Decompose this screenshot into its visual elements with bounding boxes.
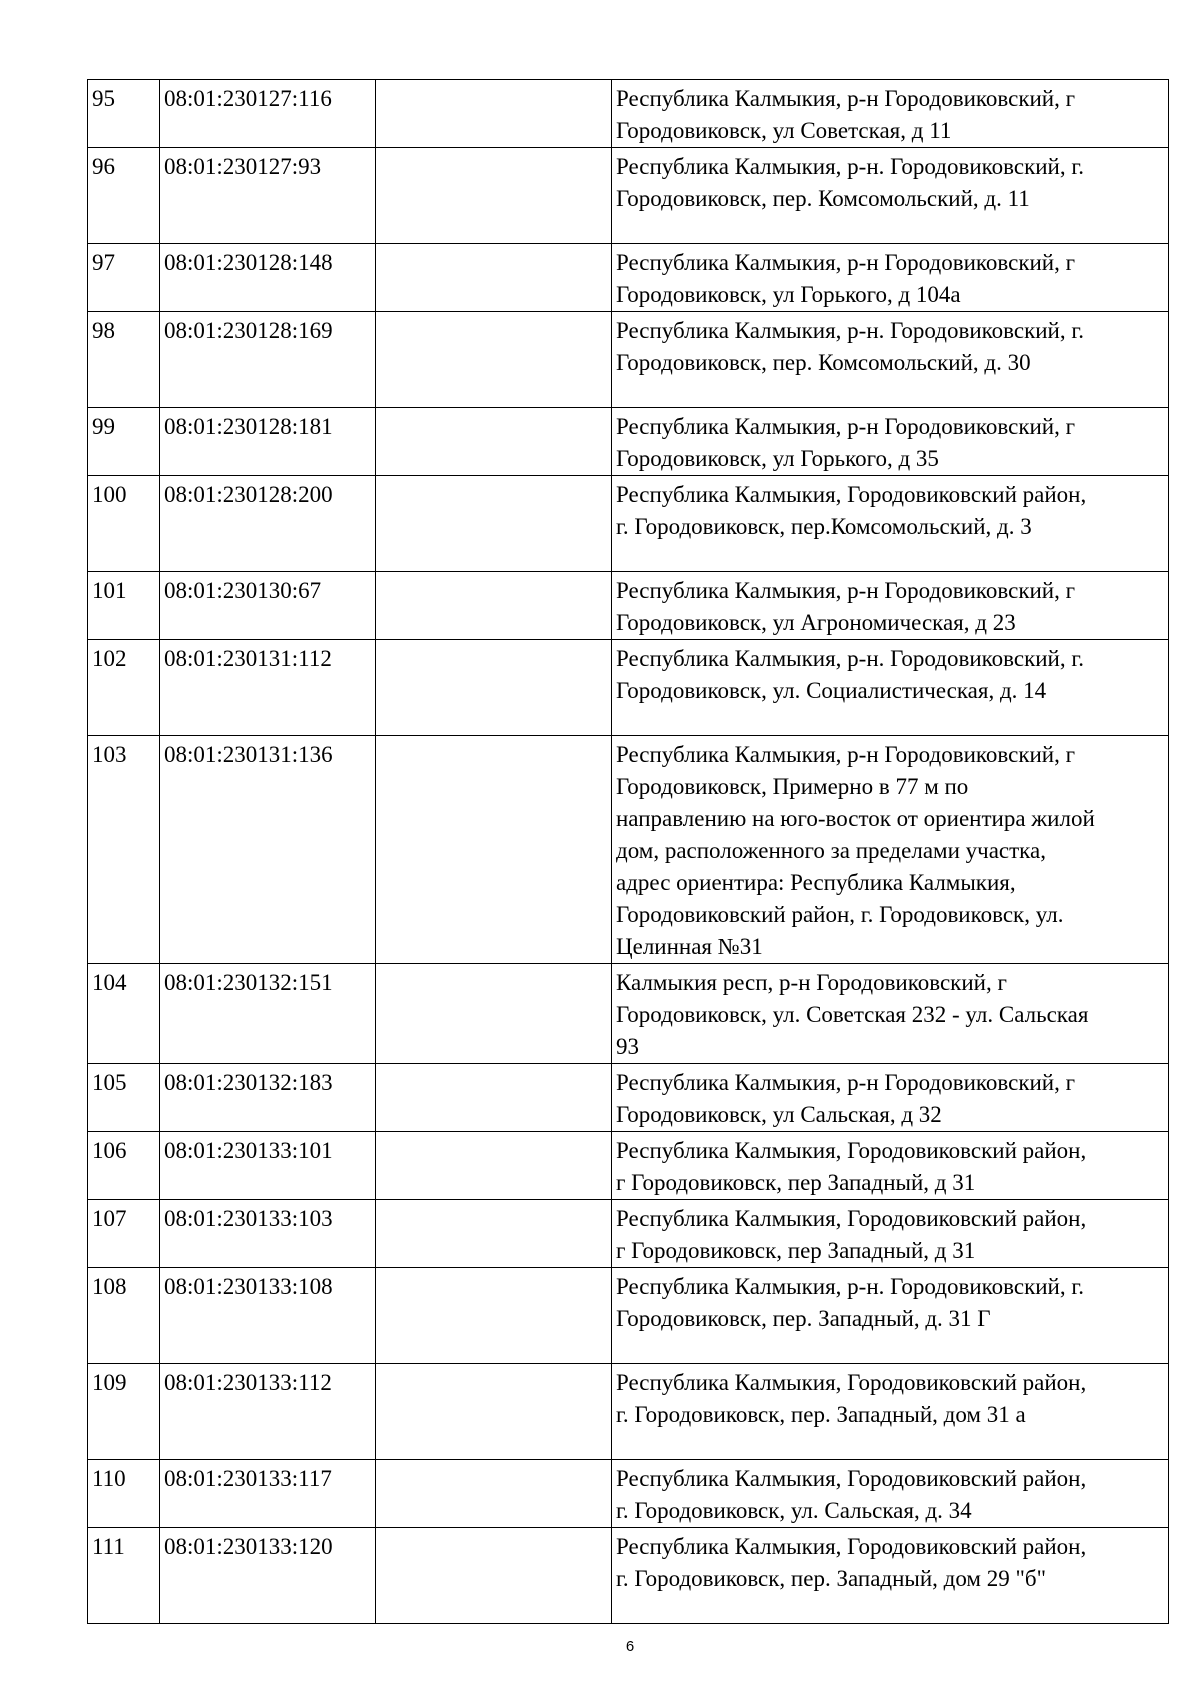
table-row [88, 736, 1169, 964]
table-row [88, 80, 1169, 148]
cadastral-number-cell: 08:01:230131:136 [160, 736, 376, 964]
table-row [88, 312, 1169, 408]
cadastral-number-cell: 08:01:230131:112 [160, 640, 376, 736]
address-cell: Республика Калмыкия, р-н. Городовиковский, г. Городовиковск, пер. Комсомольский, д. 30 [612, 312, 1169, 408]
cadastral-number-cell: 08:01:230128:181 [160, 408, 376, 476]
table-row [88, 1364, 1169, 1460]
row-number-cell: 97 [88, 244, 160, 312]
address-cell: Калмыкия респ, р-н Городовиковский, г Городовиковск, ул. Советская 232 - ул. Сальская 93 [612, 964, 1169, 1064]
row-number-cell: 109 [88, 1364, 160, 1460]
cadastral-number-cell: 08:01:230133:103 [160, 1200, 376, 1268]
address-cell: Республика Калмыкия, Городовиковский район, г Городовиковск, пер Западный, д 31 [612, 1132, 1169, 1200]
address-cell: Республика Калмыкия, р-н. Городовиковский, г. Городовиковск, пер. Западный, д. 31 Г [612, 1268, 1169, 1364]
registry-table-body [88, 80, 1169, 1624]
empty-cell [376, 640, 612, 736]
row-number-cell: 98 [88, 312, 160, 408]
page-number: 6 [625, 1638, 635, 1655]
address-cell: Республика Калмыкия, р-н Городовиковский, г Городовиковск, Примерно в 77 м по направлению на юго-восток от ориентира жилой дом, расположенного за пределами участка, адрес ориентира: Республика Калмыкия, Городовиковский район, г. Городовиковск, ул. Целинная №31 [612, 736, 1169, 964]
table-row [88, 1268, 1169, 1364]
row-number-cell: 107 [88, 1200, 160, 1268]
address-cell: Республика Калмыкия, Городовиковский район, г. Городовиковск, пер. Западный, дом 29 "б" [612, 1528, 1169, 1624]
empty-cell [376, 1528, 612, 1624]
empty-cell [376, 408, 612, 476]
address-cell: Республика Калмыкия, Городовиковский район, г. Городовиковск, пер. Западный, дом 31 а [612, 1364, 1169, 1460]
address-cell: Республика Калмыкия, р-н Городовиковский, г Городовиковск, ул Советская, д 11 [612, 80, 1169, 148]
table-row [88, 1460, 1169, 1528]
empty-cell [376, 1460, 612, 1528]
address-cell: Республика Калмыкия, р-н Городовиковский, г Городовиковск, ул Сальская, д 32 [612, 1064, 1169, 1132]
table-row [88, 1064, 1169, 1132]
empty-cell [376, 80, 612, 148]
address-cell: Республика Калмыкия, Городовиковский район, г Городовиковск, пер Западный, д 31 [612, 1200, 1169, 1268]
row-number-cell: 103 [88, 736, 160, 964]
cadastral-number-cell: 08:01:230128:169 [160, 312, 376, 408]
registry-table [87, 79, 1169, 1624]
cadastral-number-cell: 08:01:230133:120 [160, 1528, 376, 1624]
row-number-cell: 111 [88, 1528, 160, 1624]
address-cell: Республика Калмыкия, Городовиковский район, г. Городовиковск, пер.Комсомольский, д. 3 [612, 476, 1169, 572]
address-cell: Республика Калмыкия, р-н. Городовиковский, г. Городовиковск, ул. Социалистическая, д. 14 [612, 640, 1169, 736]
row-number-cell: 101 [88, 572, 160, 640]
table-row [88, 408, 1169, 476]
empty-cell [376, 1364, 612, 1460]
table-row [88, 476, 1169, 572]
row-number-cell: 106 [88, 1132, 160, 1200]
cadastral-number-cell: 08:01:230133:112 [160, 1364, 376, 1460]
address-cell: Республика Калмыкия, р-н Городовиковский, г Городовиковск, ул Агрономическая, д 23 [612, 572, 1169, 640]
empty-cell [376, 736, 612, 964]
table-row [88, 1132, 1169, 1200]
address-cell: Республика Калмыкия, р-н Городовиковский, г Городовиковск, ул Горького, д 104а [612, 244, 1169, 312]
table-row [88, 148, 1169, 244]
cadastral-number-cell: 08:01:230128:148 [160, 244, 376, 312]
cadastral-number-cell: 08:01:230130:67 [160, 572, 376, 640]
row-number-cell: 105 [88, 1064, 160, 1132]
cadastral-number-cell: 08:01:230127:93 [160, 148, 376, 244]
table-row [88, 964, 1169, 1064]
empty-cell [376, 312, 612, 408]
table-row [88, 640, 1169, 736]
address-cell: Республика Калмыкия, р-н Городовиковский, г Городовиковск, ул Горького, д 35 [612, 408, 1169, 476]
cadastral-number-cell: 08:01:230127:116 [160, 80, 376, 148]
table-row [88, 1200, 1169, 1268]
cadastral-number-cell: 08:01:230128:200 [160, 476, 376, 572]
address-cell: Республика Калмыкия, р-н. Городовиковский, г. Городовиковск, пер. Комсомольский, д. 11 [612, 148, 1169, 244]
empty-cell [376, 148, 612, 244]
cadastral-number-cell: 08:01:230133:108 [160, 1268, 376, 1364]
empty-cell [376, 964, 612, 1064]
cadastral-number-cell: 08:01:230132:183 [160, 1064, 376, 1132]
table-row [88, 1528, 1169, 1624]
empty-cell [376, 476, 612, 572]
table-row [88, 244, 1169, 312]
empty-cell [376, 1268, 612, 1364]
table-row [88, 572, 1169, 640]
row-number-cell: 99 [88, 408, 160, 476]
row-number-cell: 108 [88, 1268, 160, 1364]
address-cell: Республика Калмыкия, Городовиковский район, г. Городовиковск, ул. Сальская, д. 34 [612, 1460, 1169, 1528]
row-number-cell: 100 [88, 476, 160, 572]
row-number-cell: 110 [88, 1460, 160, 1528]
empty-cell [376, 244, 612, 312]
empty-cell [376, 1064, 612, 1132]
empty-cell [376, 572, 612, 640]
row-number-cell: 95 [88, 80, 160, 148]
cadastral-number-cell: 08:01:230133:101 [160, 1132, 376, 1200]
row-number-cell: 96 [88, 148, 160, 244]
row-number-cell: 104 [88, 964, 160, 1064]
cadastral-number-cell: 08:01:230132:151 [160, 964, 376, 1064]
empty-cell [376, 1132, 612, 1200]
empty-cell [376, 1200, 612, 1268]
cadastral-number-cell: 08:01:230133:117 [160, 1460, 376, 1528]
row-number-cell: 102 [88, 640, 160, 736]
